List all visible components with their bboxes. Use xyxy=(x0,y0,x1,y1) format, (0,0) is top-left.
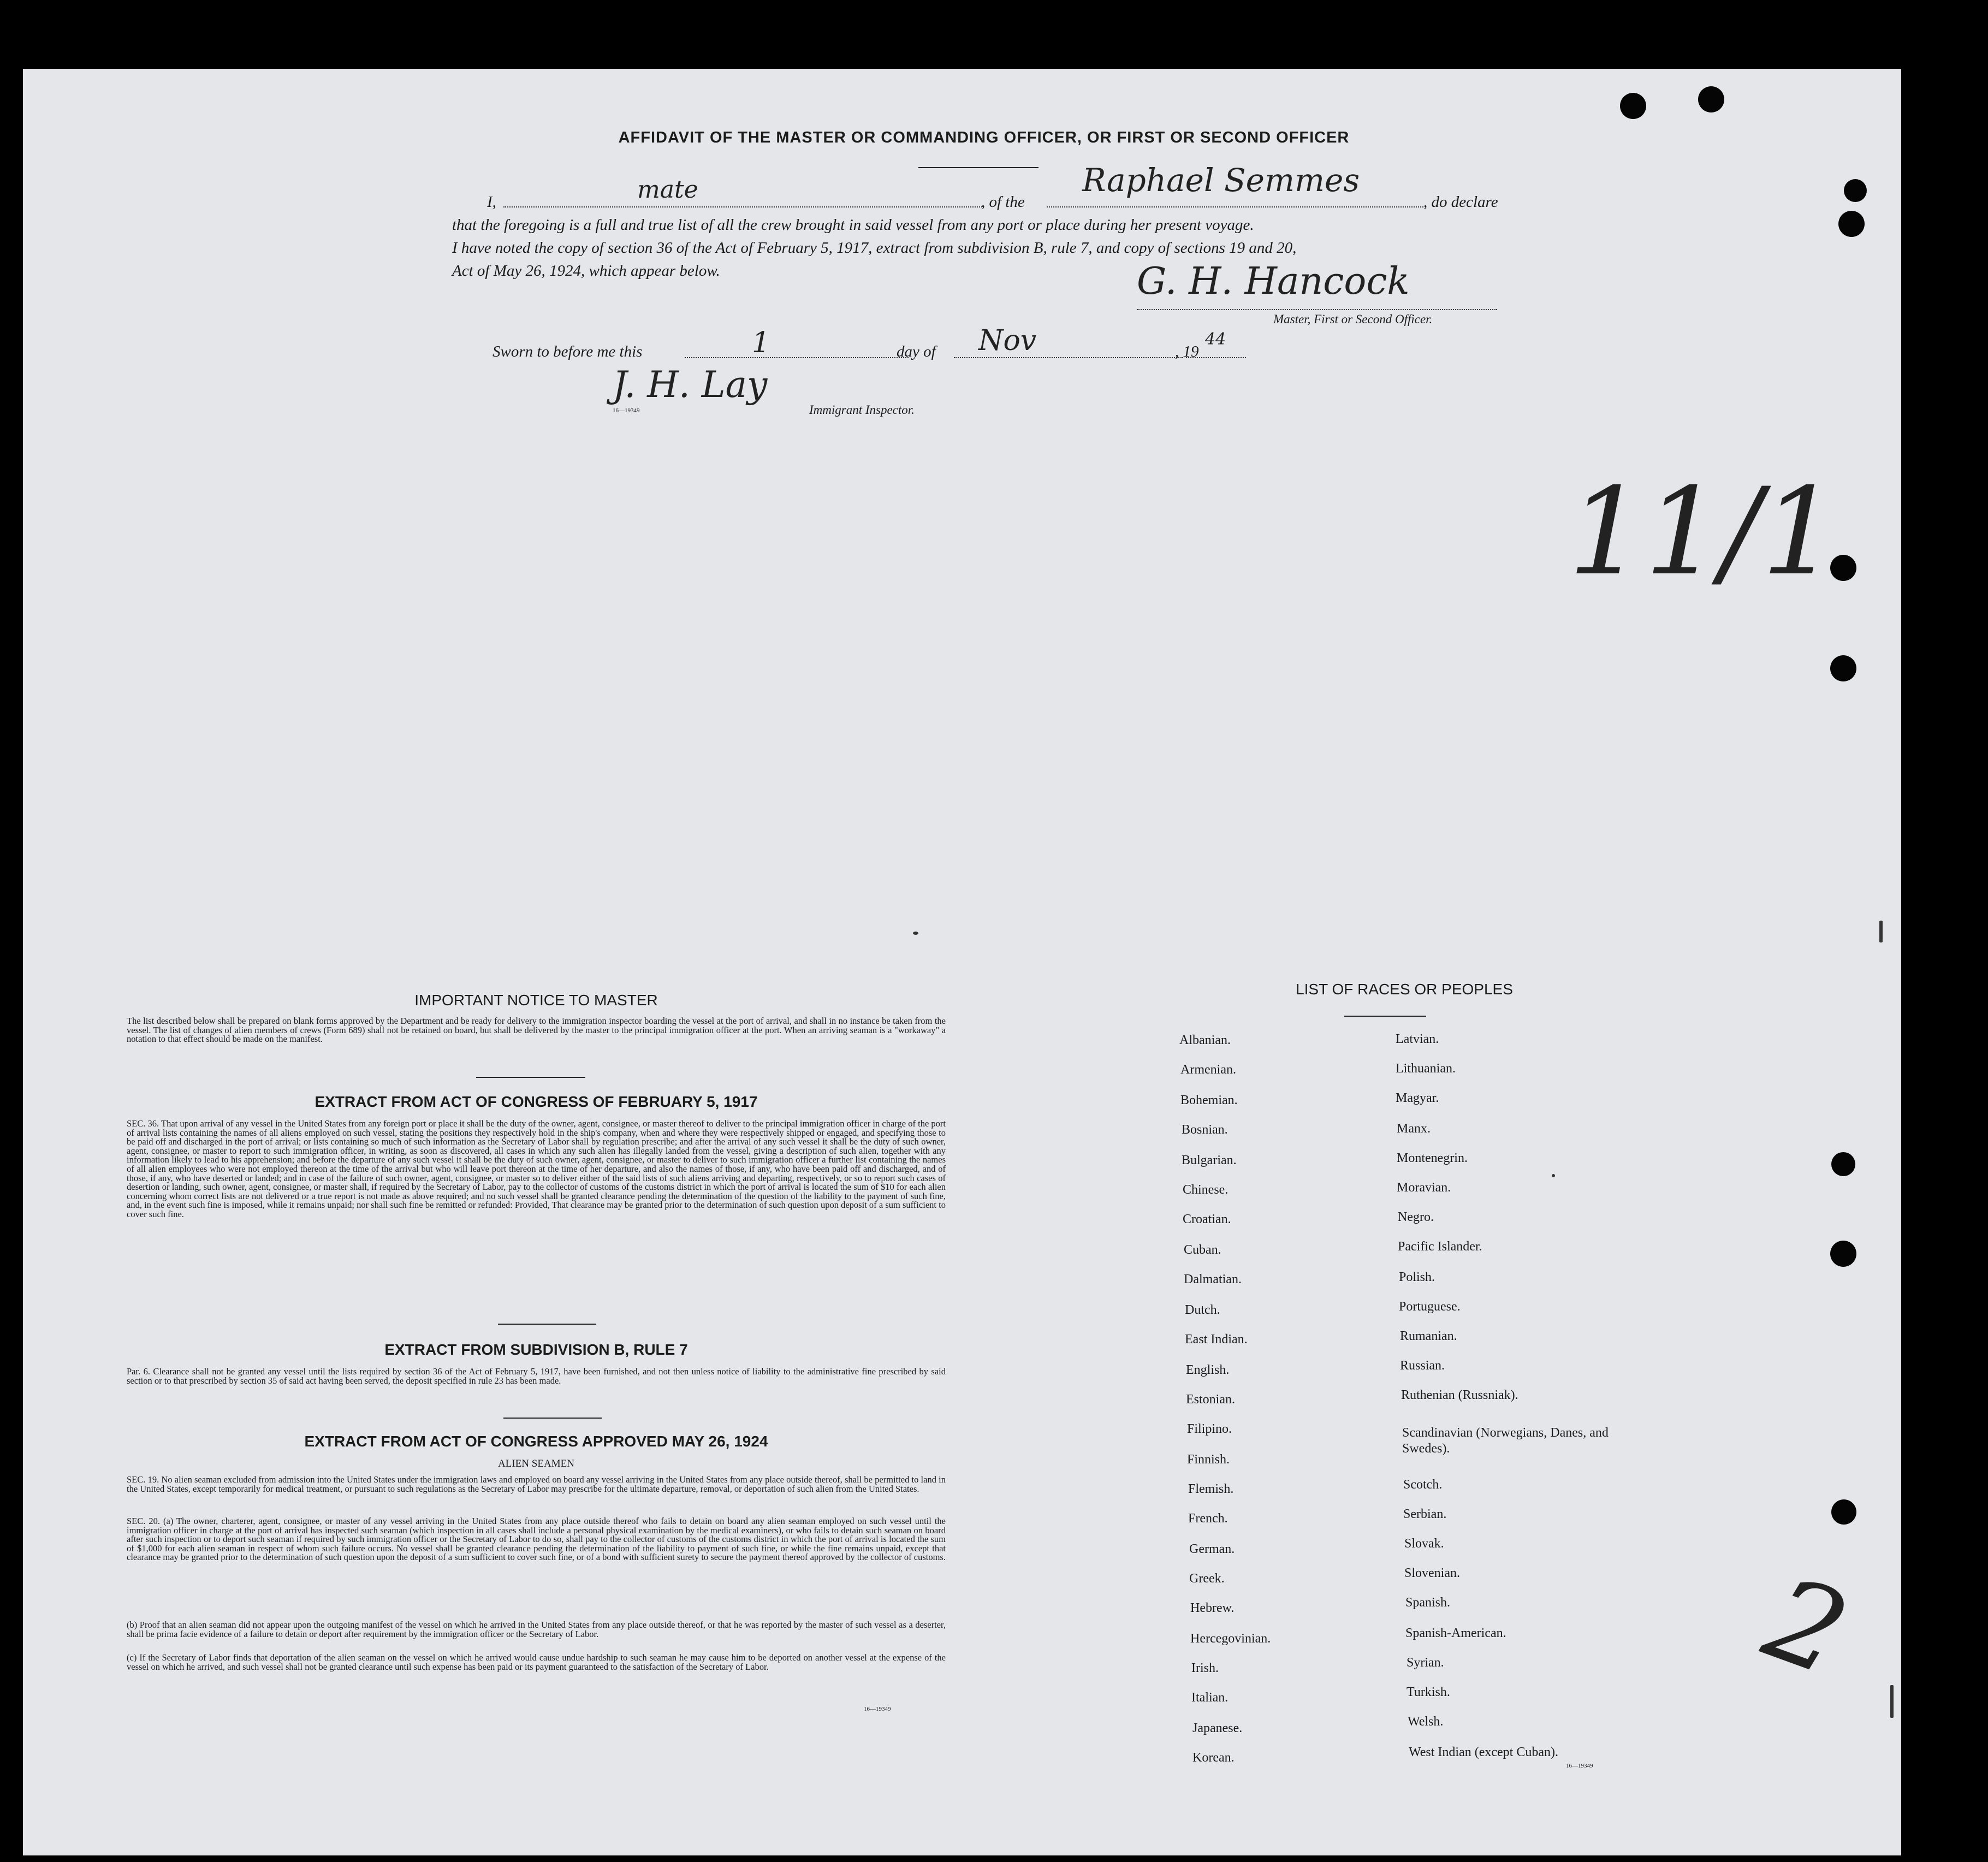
race-item: West Indian (except Cuban). xyxy=(1409,1745,1558,1759)
sec-20a-text: SEC. 20. (a) The owner, charterer, agent, consignee, or master of any vessel arriving in the United States from any place outside thereof who fails to detain on board any alien seaman employed on such vessel until the immigration officer in charge at the port of arrival has inspected such seaman (which inspection in all cases shall include a personal physical examination by the medical examiners), or who fails to detain such seaman on board after such inspection or to deport such seaman if required by such immigration officer or the Secretary of Labor to do so, shall pay to the collector of customs of the customs district in which the port of arrival is located the sum of $1,000 for each alien seaman in respect of whom such failure occurs. No vessel shall be granted clearance pending the determination of the liability to payment of such fine, or while the fine remains unpaid, except that clearance may be granted prior to the determination of such question upon the deposit of a sum sufficient to cover such fine, or of a bond with sufficient surety to secure the payment thereof approved by the collector of customs. xyxy=(127,1516,946,1563)
affidavit-title: AFFIDAVIT OF THE MASTER OR COMMANDING OFFICER, OR FIRST OR SECOND OFFICER xyxy=(618,129,1350,146)
day-of-label: day of xyxy=(897,343,936,360)
race-item: Irish. xyxy=(1191,1661,1219,1675)
race-item: Flemish. xyxy=(1188,1482,1234,1496)
race-item: Spanish-American. xyxy=(1405,1626,1506,1640)
race-item: Dutch. xyxy=(1185,1303,1220,1317)
race-item: German. xyxy=(1189,1542,1235,1556)
race-item: Estonian. xyxy=(1186,1392,1235,1407)
race-item: Spanish. xyxy=(1405,1596,1451,1610)
month-handwriting: Nov xyxy=(978,324,1037,357)
inspector-caption: Immigrant Inspector. xyxy=(809,403,915,417)
vessel-name-handwriting: Raphael Semmes xyxy=(1082,162,1360,199)
race-item: Syrian. xyxy=(1407,1656,1444,1670)
punch-hole xyxy=(1831,1499,1856,1525)
race-item: Albanian. xyxy=(1179,1033,1231,1047)
extract-1924-title: EXTRACT FROM ACT OF CONGRESS APPROVED MAY 26, 1924 xyxy=(304,1433,768,1450)
day-blank xyxy=(685,357,909,358)
race-item: Japanese. xyxy=(1192,1721,1243,1735)
race-item: Ruthenian (Russniak). xyxy=(1401,1388,1518,1402)
divider xyxy=(918,167,1038,168)
race-item: Armenian. xyxy=(1180,1063,1236,1077)
race-item: Moravian. xyxy=(1397,1181,1451,1195)
alien-seamen-subtitle: ALIEN SEAMEN xyxy=(498,1458,574,1469)
punch-hole xyxy=(1830,655,1856,681)
race-item: Bulgarian. xyxy=(1182,1153,1237,1167)
rule-7-text: Par. 6. Clearance shall not be granted any vessel until the lists required by section 36 of the Act of February 5, 1917, have been furnished, and not then unless notice of liability to the administrative fine prescribed by said section or to that prescribed by section 35 of said act having been served, the deposit specified in rule 23 has been made. xyxy=(127,1366,946,1386)
race-item: Negro. xyxy=(1398,1210,1434,1224)
race-item: Filipino. xyxy=(1187,1422,1232,1436)
year-prefix: , 19 xyxy=(1175,343,1199,360)
punch-hole xyxy=(1844,179,1867,202)
race-item: Croatian. xyxy=(1183,1212,1231,1226)
race-item: Russian. xyxy=(1400,1359,1445,1373)
vessel-blank xyxy=(1047,206,1423,207)
races-title: LIST OF RACES OR PEOPLES xyxy=(1296,981,1513,998)
form-code: 16—19349 xyxy=(864,1706,891,1712)
officer-signature: G. H. Hancock xyxy=(1137,260,1410,303)
page-number-handwriting: 2 xyxy=(1749,1551,1864,1702)
race-item: Korean. xyxy=(1192,1751,1235,1765)
document-sheet xyxy=(23,69,1901,1855)
margin-tally-handwriting: 11/1 xyxy=(1568,462,1838,602)
speck xyxy=(913,932,918,935)
race-item: Pacific Islander. xyxy=(1398,1240,1482,1254)
speck xyxy=(1552,1174,1555,1177)
officer-caption: Master, First or Second Officer. xyxy=(1273,312,1433,326)
race-item: Italian. xyxy=(1191,1691,1229,1705)
affidavit-line-3: I have noted the copy of section 36 of the Act of February 5, 1917, extract from subdivision B, rule 7, and copy of sections 19 and 20, xyxy=(452,239,1297,257)
race-item: Polish. xyxy=(1399,1270,1435,1284)
speck xyxy=(1890,1685,1894,1718)
race-item: Slovenian. xyxy=(1404,1566,1460,1580)
affidavit-i: I, xyxy=(487,193,496,211)
race-item: Chinese. xyxy=(1183,1183,1229,1197)
affidavit-line-2: that the foregoing is a full and true list of all the crew brought in said vessel from any port or place during her present voyage. xyxy=(452,216,1254,234)
inspector-signature: J. H. Lay xyxy=(613,364,768,406)
officer-rank-handwriting: mate xyxy=(637,176,698,204)
day-handwriting: 1 xyxy=(752,327,770,359)
race-item: Manx. xyxy=(1397,1122,1431,1136)
race-item: Rumanian. xyxy=(1400,1329,1457,1343)
form-code: 16—19349 xyxy=(1566,1763,1593,1769)
year-blank xyxy=(1186,357,1246,358)
extract-1917-text: SEC. 36. That upon arrival of any vessel in the United States from any foreign port or place it shall be the duty of the owner, agent, consignee, or master thereof to deliver to the principal immigration officer in charge of the port of arrival lists containing the names of all aliens employed on such vessel, stating the positions they respectively hold in the ship's company, when and where they were respectively shipped or engaged, and specifying those to be paid off and discharged in the port of arrival; or lists containing so much of such information as the Secretary of Labor shall by regulation prescribe; and after the arrival of any such vessel it shall be the duty of such owner, agent, consignee, or master to report to such immigration officer, in writing, as soon as discovered, all cases in which any such alien has illegally landed from the vessel, giving a description of such alien, together with any information likely to lead to his apprehension; and before the departure of any such vessel it shall be the duty of such owner, agent, consignee, or master to deliver to such immigration officer a further list containing the names of all alien employees who were not employed thereon at the time of the arrival but who will leave port thereon at the time of her departure, and also the names of those, if any, who have been paid off and discharged, and of those, if any, who have deserted or landed; and in case of the failure of such owner, agent, consignee, or master so to deliver either of the said lists of such aliens arriving and departing, respectively, or so to report such cases of desertion or landing, such owner, agent, consignee, or master shall, if required by the Secretary of Labor, pay to the collector of customs of the customs district in which the port of arrival is located the sum of $10 for each alien concerning whom correct lists are not delivered or a true report is not made as above required; and no such vessel shall be granted clearance pending the determination of the question of the liability to the payment of such fine, and, in the event such fine is imposed, while it remains unpaid; nor shall such fine be remitted or refunded: Provided, That clearance may be granted prior to the determination of such question upon deposit of a sum sufficient to cover such fine. xyxy=(127,1118,946,1219)
race-item: Slovak. xyxy=(1404,1537,1444,1551)
punch-hole xyxy=(1620,93,1646,119)
race-item: Cuban. xyxy=(1184,1243,1221,1257)
month-blank xyxy=(954,357,1183,358)
officer-rank-blank xyxy=(503,206,984,207)
punch-hole xyxy=(1838,211,1865,237)
sec-20c-text: (c) If the Secretary of Labor finds that deportation of the alien seaman on the vessel on which he arrived would cause undue hardship to such seaman he may cause him to be deported on another vessel at the expense of the vessel on which he arrived, and such vessel shall not be granted clearance until such expense has been paid or its payment guaranteed to the satisfaction of the Secretary of Labor. xyxy=(127,1652,946,1672)
sec-19-text: SEC. 19. No alien seaman excluded from admission into the United States under the immigration laws and employed on board any vessel arriving in the United States from any place outside thereof, shall be permitted to land in the United States, except temporarily for medical treatment, or pursuant to such regulations as the Secretary of Labor may prescribe for the ultimate departure, removal, or deportation of such alien from the United States. xyxy=(127,1474,946,1494)
notice-title: IMPORTANT NOTICE TO MASTER xyxy=(414,992,658,1009)
race-item: Scandinavian (Norwegians, Danes, and Swedes). xyxy=(1402,1426,1609,1456)
notice-text: The list described below shall be prepared on blank forms approved by the Department and be ready for delivery to the immigration inspector boarding the vessel at the port of arrival, and shall in no instance be taken from the vessel. The list of changes of alien members of crews (Form 689) shall not be retained on board, but shall be delivered by the master to the principal immigration officer at the port. When an arriving seaman is a "workaway" a notation to that effect should be made on the manifest. xyxy=(127,1016,946,1045)
race-item: English. xyxy=(1186,1363,1230,1377)
speck xyxy=(1879,921,1883,942)
divider xyxy=(1344,1016,1426,1017)
race-item: Scotch. xyxy=(1403,1478,1443,1492)
race-item: Bohemian. xyxy=(1180,1093,1238,1107)
race-item: Lithuanian. xyxy=(1396,1062,1456,1076)
race-item: French. xyxy=(1188,1511,1228,1526)
sworn-text: Sworn to before me this xyxy=(492,343,643,360)
race-item: Bosnian. xyxy=(1182,1123,1228,1137)
divider xyxy=(498,1324,596,1325)
race-item: Latvian. xyxy=(1396,1032,1439,1046)
race-item: Greek. xyxy=(1189,1572,1225,1586)
race-item: Portuguese. xyxy=(1399,1300,1461,1314)
extract-1917-title: EXTRACT FROM ACT OF CONGRESS OF FEBRUARY 5, 1917 xyxy=(314,1093,758,1110)
divider xyxy=(503,1418,602,1419)
race-item: Hebrew. xyxy=(1190,1601,1235,1615)
punch-hole xyxy=(1698,86,1724,112)
race-item: Dalmatian. xyxy=(1184,1272,1242,1286)
sec-20b-text: (b) Proof that an alien seaman did not appear upon the outgoing manifest of the vessel on which he arrived in the United States from any place outside thereof, or that he was reported by the master of such vessel as a deserter, shall be prima facie evidence of a failure to detain or deport after requirement by the immigration officer or the Secretary of Labor. xyxy=(127,1620,946,1639)
year-handwriting: 44 xyxy=(1205,330,1226,349)
officer-signature-line xyxy=(1137,309,1497,310)
race-item: Welsh. xyxy=(1408,1715,1444,1729)
divider xyxy=(476,1077,585,1078)
race-item: Serbian. xyxy=(1403,1507,1447,1521)
rule-7-title: EXTRACT FROM SUBDIVISION B, RULE 7 xyxy=(384,1341,688,1358)
race-item: Montenegrin. xyxy=(1397,1151,1468,1165)
affidavit-do-declare: , do declare xyxy=(1423,193,1498,211)
affidavit-line-4: Act of May 26, 1924, which appear below. xyxy=(452,262,720,280)
punch-hole xyxy=(1830,1241,1856,1267)
race-item: Hercegovinian. xyxy=(1190,1632,1271,1646)
race-item: East Indian. xyxy=(1185,1332,1248,1347)
race-item: Finnish. xyxy=(1187,1452,1230,1467)
punch-hole xyxy=(1831,1152,1855,1176)
race-item: Magyar. xyxy=(1396,1091,1439,1105)
affidavit-of-the: , of the xyxy=(981,193,1025,211)
race-item: Turkish. xyxy=(1407,1685,1450,1699)
form-code: 16—19349 xyxy=(613,407,640,414)
